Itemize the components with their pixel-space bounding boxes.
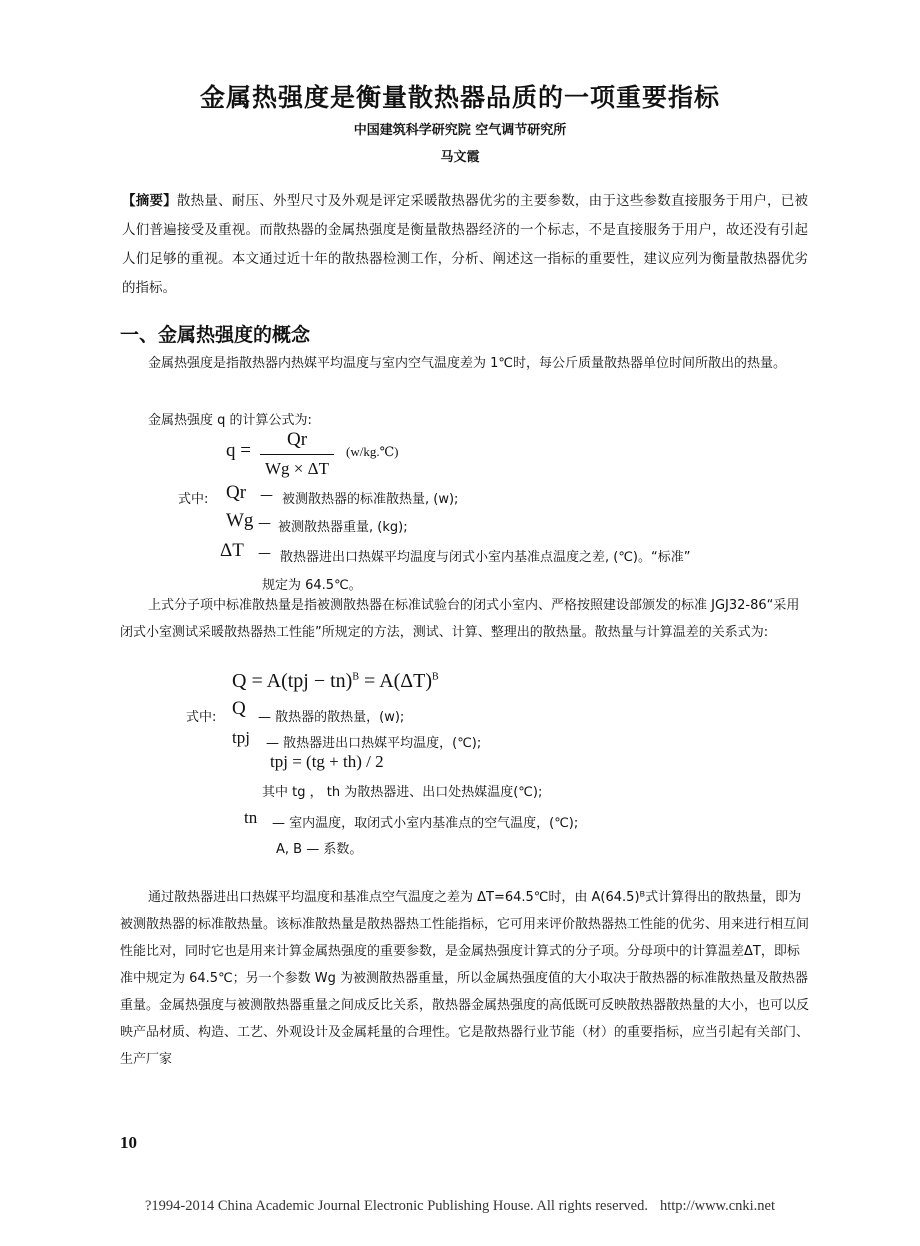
tpj-formula: tpj = (tg + th) / 2 xyxy=(270,752,384,771)
where2-desc-tn: — 室内温度，取闭式小室内基准点的空气温度，(℃); xyxy=(272,816,579,831)
where1-dash-wg: — xyxy=(258,516,271,531)
abstract-tag: 【摘要】 xyxy=(122,193,177,209)
where2-label: 式中: xyxy=(186,710,217,725)
where2-sym-tpj: tpj xyxy=(232,728,250,747)
affiliation: 中国建筑科学研究院 空气调节研究所 xyxy=(353,123,567,138)
where1-sym-wg: Wg xyxy=(226,510,254,531)
formula1-unit: (w/kg.℃) xyxy=(346,444,399,459)
footer xyxy=(0,1198,920,1215)
paragraph-2: 上式分子项中标准散热量是指被测散热器在标准试验台的闭式小室内、严格按照建设部颁发的标准 JGJ32-86“采用闭式小室测试采暖散热器热工性能”所规定的方法，测试、计算、整理出的散热量。散热量与计算温差的关系式为: xyxy=(120,598,800,640)
author: 马文霞 xyxy=(440,150,480,165)
where2-desc-q: — 散热器的散热量，(w); xyxy=(258,710,405,725)
footer-url[interactable]: http://www.cnki.net xyxy=(659,1198,775,1214)
where1-dash-dt: — xyxy=(258,546,271,561)
where2-sym-tn: tn xyxy=(244,808,258,827)
definition-paragraph: 金属热强度是指散热器内热媒平均温度与室内空气温度差为 1℃时，每公斤质量散热器单位时间所散出的热量。 xyxy=(148,356,787,371)
abstract xyxy=(122,187,808,303)
formula2-lhs: Q = A(tpj − tn) xyxy=(232,670,353,692)
paragraph-3: 通过散热器进出口热媒平均温度和基准点空气温度之差为 ΔT=64.5℃时，由 A(64.5)ᴮ式计算得出的散热量，即为被测散热器的标准散热量。该标准散热量是散热器热工性能指标，它可用来评价散热器热工性能的优劣、用来进行相互间性能比对，同时它也是用来计算金属热强度的重要参数，是金属热强度计算式的分子项。分母项中的计算温差ΔT，即标准中规定为 64.5℃；另一个参数 Wg 为被测散热器重量，所以金属热强度值的大小取决于散热器的标准散热量及散热器重量。金属热强度与被测散热器重量之间成反比关系，散热器金属热强度的高低既可反映散热器散热量的大小，也可以反映产品材质、构造、工艺、外观设计及金属耗量的合理性。它是散热器行业节能（材）的重要指标，应当引起有关部门、生产厂家 xyxy=(120,890,810,1067)
formula2-exponent: B xyxy=(352,671,360,683)
formula2-rhs: = A(ΔT) xyxy=(364,670,433,692)
where1-continuation: 规定为 64.5℃。 xyxy=(262,578,362,593)
page-title: 金属热强度是衡量散热器品质的一项重要指标 xyxy=(199,83,720,112)
formula-intro: 金属热强度 q 的计算公式为: xyxy=(148,413,312,428)
where1-desc-qr: 被测散热器的标准散热量, (w); xyxy=(282,492,459,507)
where1-dash-qr: — xyxy=(260,488,273,503)
tg-th-note: 其中 tg ， th 为散热器进、出口处热媒温度(℃); xyxy=(262,785,543,800)
where1-desc-dt: 散热器进出口热媒平均温度与闭式小室内基准点温度之差, (℃)。“标准” xyxy=(280,550,691,565)
page-number: 10 xyxy=(120,1133,137,1152)
where1-label: 式中: xyxy=(178,492,209,507)
where2-desc-tpj: — 散热器进出口热媒平均温度，(℃); xyxy=(266,736,482,751)
formula1-fraction xyxy=(260,428,334,481)
where1-desc-wg: 被测散热器重量, (kg); xyxy=(278,520,408,535)
abstract-text: 散热量、耐压、外型尺寸及外观是评定采暖散热器优劣的主要参数，由于这些参数直接服务于用户，已被人们普遍接受及重视。而散热器的金属热强度是衡量散热器经济的一个标志，不是直接服务于用户，故还没有引起人们足够的重视。本文通过近十年的散热器检测工作，分析、阐述这一指标的重要性，建议应列为衡量散热器优劣的指标。 xyxy=(122,193,809,296)
formula2 xyxy=(232,670,439,693)
formula1-lhs: q = xyxy=(226,440,251,461)
formula1-denominator: Wg × ΔT xyxy=(265,459,329,478)
formula1-numerator: Qr xyxy=(286,429,308,450)
where2-sym-q: Q xyxy=(232,698,246,719)
formula2-exponent-2: B xyxy=(432,671,439,683)
coefficients-note: A, B — 系数。 xyxy=(276,842,363,857)
section-heading: 一、金属热强度的概念 xyxy=(120,324,311,346)
footer-copyright: ?1994-2014 China Academic Journal Electronic Publishing House. All rights reserved. xyxy=(144,1198,648,1214)
where1-sym-dt: ΔT xyxy=(220,540,244,561)
where1-sym-qr: Qr xyxy=(226,482,247,503)
fraction-bar xyxy=(260,454,334,455)
